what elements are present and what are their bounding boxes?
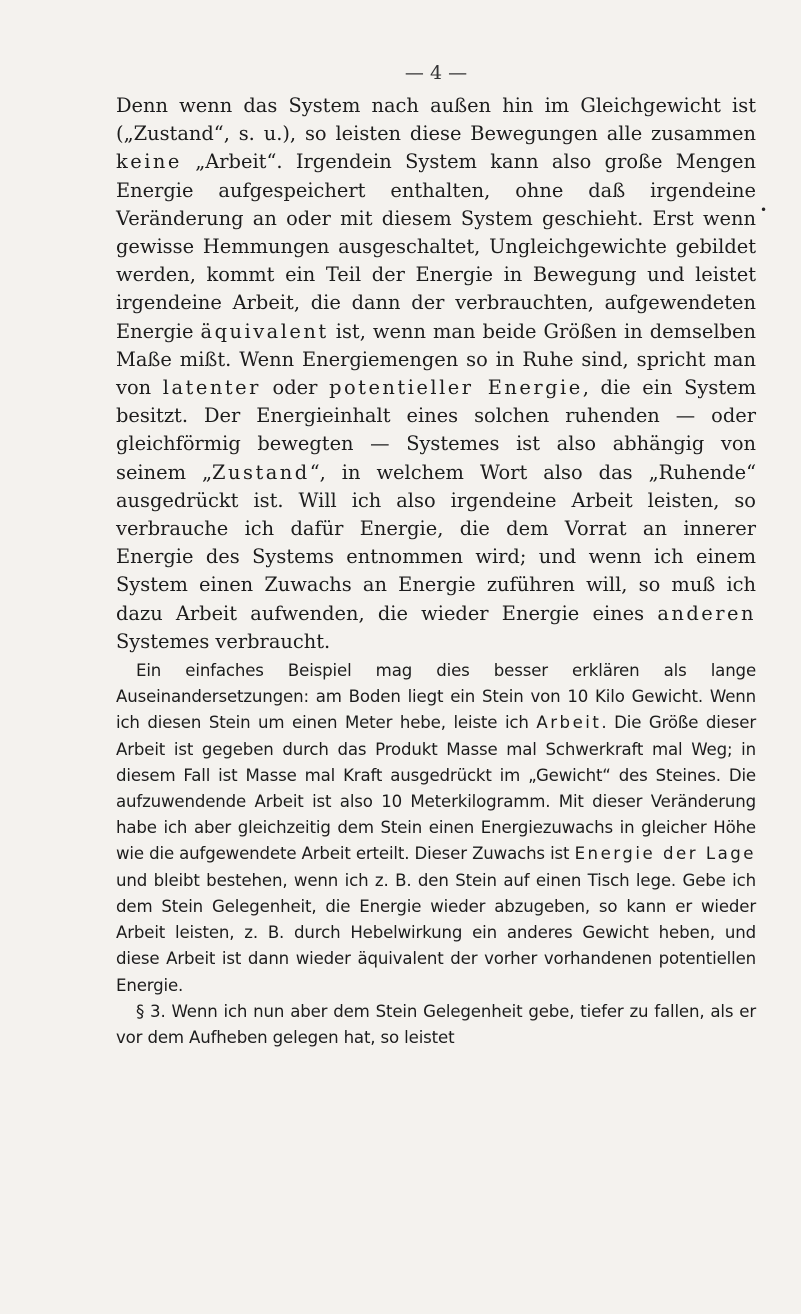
- text-run: Ein einfaches Beispiel mag dies besser erklären als lange Auseinandersetzungen: am Boden liegt ein Stein von 10 Kilo Gewicht. Wenn ich diesen Stein um einen Meter hebe, leiste ich: [116, 661, 756, 733]
- text-run: , die ein System besitzt. Der Energieinhalt eines solchen ruhenden — oder gleichförmig bewegten — Systemes ist also abhängig von seinem „: [116, 376, 756, 484]
- text-run: „Arbeit“. Irgendein System kann also große Mengen Energie aufgespeichert enthalten, ohne daß irgendeine Veränderung an oder mit diesem System geschieht. Erst wenn gewisse Hemmungen ausgeschaltet, Ungleichgewichte gebildet werden, kommt ein Teil der Energie in Bewegung und leistet irgendeine Arbeit, die dann der verbrauchten, aufgewendeten Energie: [116, 150, 756, 343]
- text-run: oder: [260, 376, 330, 400]
- emphasis-text: äquivalent: [200, 319, 329, 343]
- emphasis-text: Zustand: [212, 460, 310, 484]
- text-run: Denn wenn das System nach außen hin im Gleichgewicht ist („Zustand“, s. u.), so leisten diese Bewegungen alle zusammen: [116, 94, 756, 146]
- emphasis-text: Energie der Lage: [574, 844, 756, 864]
- emphasis-text: Arbeit: [536, 713, 602, 733]
- page: [116, 62, 756, 1051]
- emphasis-text: keine: [116, 150, 182, 174]
- emphasis-text: potentieller Energie: [329, 376, 583, 400]
- page-number: — 4 —: [404, 62, 468, 84]
- text-run: Systemes verbraucht.: [116, 629, 331, 653]
- text-run: . Die Größe dieser Arbeit ist gegeben durch das Produkt Masse mal Schwerkraft mal Weg; in diesem Fall ist Masse mal Kraft ausgedrückt im „Gewicht“ des Steines. Die aufzuwendende Arbeit ist also 10 Meterkilogramm. Mit dieser Veränderung habe ich aber gleichzeitig dem Stein einen Energiezuwachs in gleicher Höhe wie die aufgewendete Arbeit erteilt. Dieser Zuwachs ist: [116, 713, 756, 864]
- text-run: ist, wenn man beide Größen in demselben Maße mißt. Wenn Energiemengen so in Ruhe sind, spricht man von: [116, 319, 756, 400]
- margin-mark: •: [760, 203, 768, 217]
- text-run: Wenn ich nun aber dem Stein Gelegenheit gebe, tiefer zu fallen, als er vor dem Aufheben gelegen hat, so leistet: [116, 1001, 756, 1047]
- paragraph-section-3: [116, 999, 756, 1051]
- text-run: “, in welchem Wort also das „Ruhende“ ausgedrückt ist. Will ich also irgendeine Arbeit leisten, so verbrauche ich dafür Energie, die dem Vorrat an innerer Energie des Systems entnommen wird; und wenn ich einem System einen Zuwachs an Energie zuführen will, so muß ich dazu Arbeit aufwenden, die wieder Energie eines: [116, 460, 756, 625]
- paragraph-energy-system: [116, 92, 756, 656]
- emphasis-text: latenter: [162, 376, 261, 400]
- text-run: und bleibt bestehen, wenn ich z. B. den Stein auf einen Tisch lege. Gebe ich dem Stein Gelegenheit, die Energie wieder abzugeben, so kann er wieder Arbeit leisten, z. B. durch Hebelwirkung ein anderes Gewicht heben, und diese Arbeit ist dann wieder äquivalent der vorher vorhandenen potentiellen Energie.: [116, 870, 756, 995]
- paragraph-stone-example: [116, 658, 756, 999]
- emphasis-text: anderen: [657, 601, 756, 625]
- section-number: § 3.: [136, 1001, 166, 1021]
